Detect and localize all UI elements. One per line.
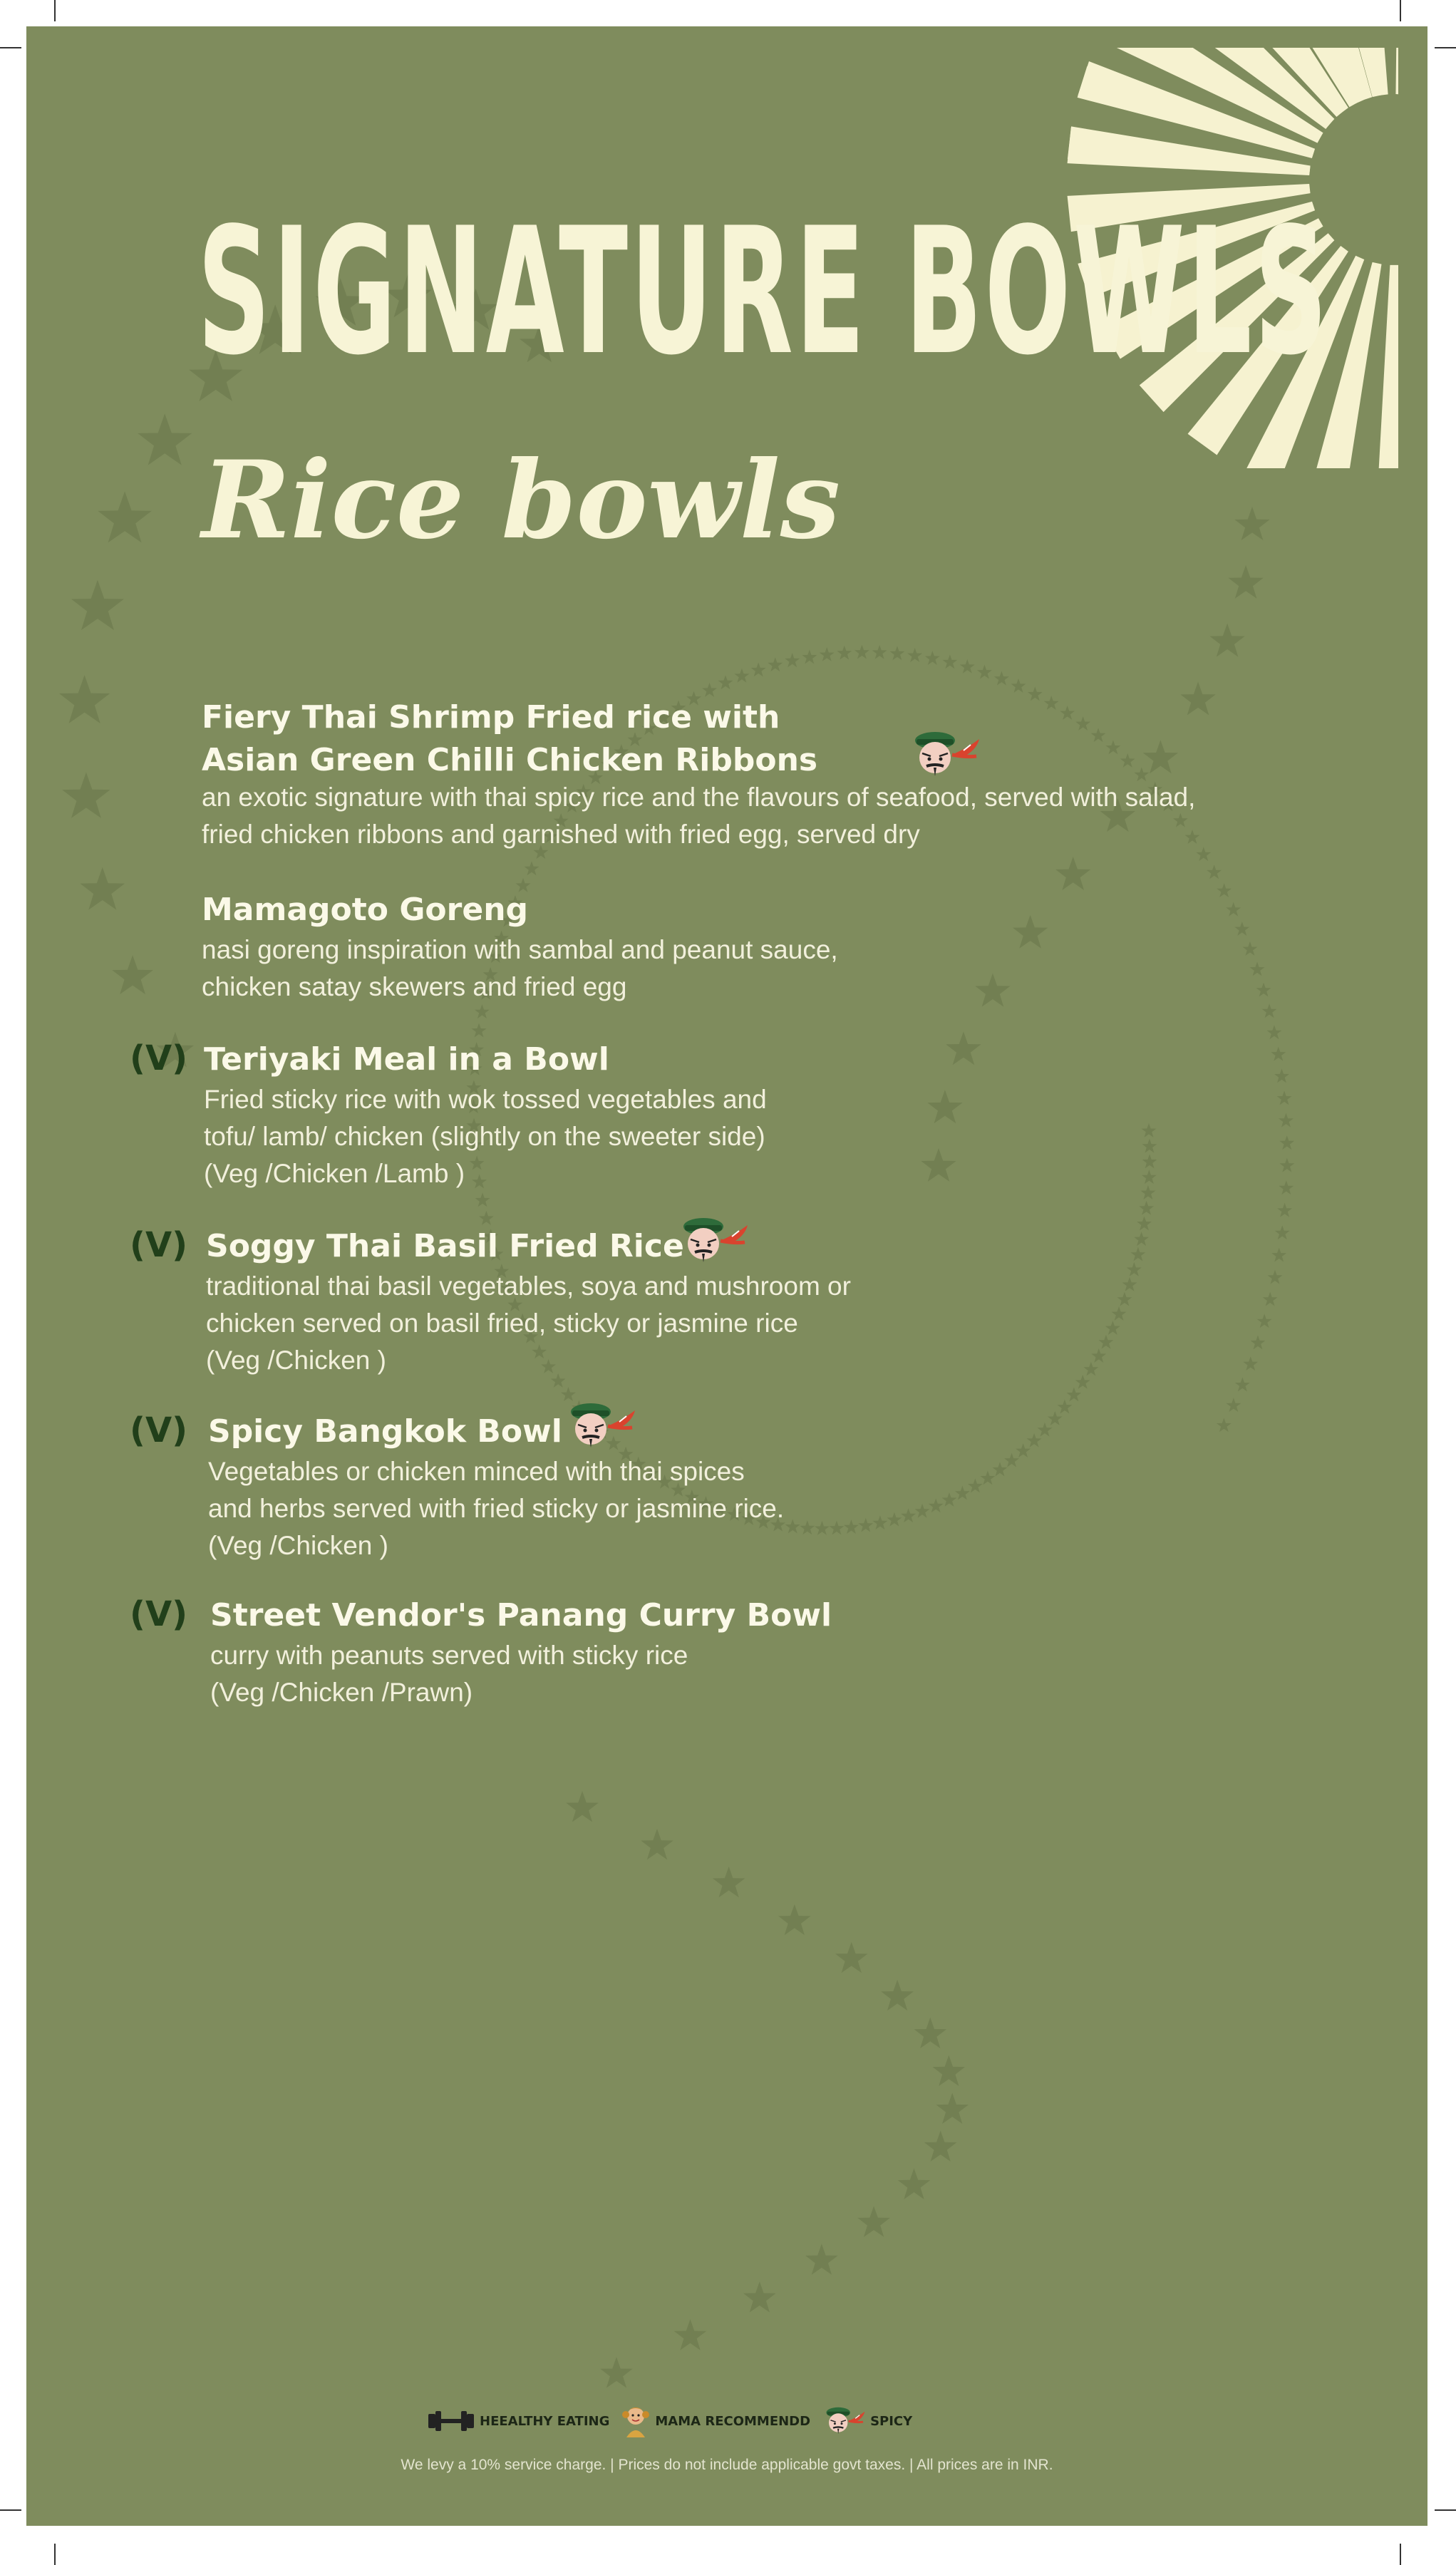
item-name: Mamagoto Goreng: [202, 892, 529, 928]
star-decoration: [915, 1504, 930, 1518]
star-decoration: [718, 675, 733, 689]
star-decoration: [1275, 1225, 1290, 1239]
star-decoration: [1057, 1400, 1072, 1414]
star-decoration: [1274, 1068, 1289, 1083]
star-decoration: [751, 662, 766, 676]
star-decoration: [968, 1478, 983, 1492]
star-decoration: [815, 1521, 830, 1535]
star-decoration: [1243, 1356, 1258, 1371]
star-decoration: [1004, 1453, 1019, 1467]
star-decoration: [1137, 1217, 1152, 1231]
spicy-chef-icon: [820, 2404, 867, 2438]
item-options: (Veg /Chicken /Lamb ): [204, 1159, 465, 1188]
star-decoration: [1279, 1158, 1294, 1172]
star-decoration: [1117, 1292, 1132, 1306]
item-name: Spicy Bangkok Bowl: [208, 1413, 562, 1450]
menu-item: [208, 1410, 784, 1564]
star-decoration: [1066, 1387, 1081, 1401]
star-decoration: [901, 1508, 916, 1522]
item-name: Street Vendor's Panang Curry Bowl: [210, 1597, 832, 1634]
star-decoration: [1142, 1123, 1157, 1137]
sunburst-ray: [1377, 265, 1413, 507]
star-decoration: [933, 2055, 966, 2086]
item-description: Vegetables or chicken minced with thai spices: [208, 1457, 745, 1486]
star-decoration: [525, 861, 539, 875]
star-decoration: [1083, 1362, 1098, 1376]
star-decoration: [1271, 1047, 1286, 1061]
item-description: fried chicken ribbons and garnished with fried egg, served dry: [202, 820, 920, 849]
star-decoration: [674, 2319, 707, 2350]
dumbbell-icon: [425, 2408, 477, 2434]
star-decoration: [1257, 1314, 1272, 1328]
star-decoration: [800, 1520, 815, 1534]
star-decoration: [855, 645, 869, 659]
star-decoration: [479, 1211, 494, 1225]
star-decoration: [1142, 1170, 1157, 1184]
legend-recommend-label: MAMA RECOMMENDD: [655, 2413, 811, 2429]
item-name: Asian Green Chilli Chicken Ribbons: [202, 742, 818, 778]
star-decoration: [1250, 962, 1265, 976]
star-decoration: [1091, 1348, 1106, 1363]
star-decoration: [59, 675, 110, 723]
star-decoration: [1271, 1248, 1286, 1262]
star-decoration: [1268, 1270, 1283, 1284]
item-name: Teriyaki Meal in a Bowl: [204, 1041, 609, 1078]
star-decoration: [887, 1512, 902, 1527]
item-name: Soggy Thai Basil Fried Rice: [206, 1228, 684, 1264]
star-decoration: [785, 1519, 800, 1534]
item-options: (Veg /Chicken ): [208, 1531, 388, 1560]
star-decoration: [820, 647, 835, 661]
star-decoration: [778, 1904, 811, 1935]
vegetarian-mark: (V): [130, 1225, 188, 1265]
star-decoration: [1279, 1180, 1294, 1194]
star-decoration: [929, 1498, 944, 1512]
star-decoration: [835, 1942, 868, 1973]
footer-note: We levy a 10% service charge. | Prices do not include applicable govt taxes. | All prices are in INR.: [401, 2457, 1053, 2473]
star-decoration: [98, 491, 152, 542]
star-decoration: [1207, 865, 1222, 879]
item-description: traditional thai basil vegetables, soya and mushroom or: [206, 1271, 851, 1301]
star-decoration: [881, 1980, 914, 2011]
star-decoration: [1209, 624, 1244, 657]
menu-item: [202, 696, 1195, 853]
legend: [425, 2403, 922, 2439]
mama-icon: [619, 2403, 652, 2439]
star-decoration: [1217, 883, 1232, 897]
spicy-chef-icon: [561, 1398, 639, 1457]
star-decoration: [942, 654, 957, 669]
star-decoration: [975, 974, 1010, 1007]
star-decoration: [960, 659, 975, 673]
item-description: chicken satay skewers and fried egg: [202, 972, 627, 1001]
star-decoration: [1075, 1375, 1090, 1389]
star-decoration: [858, 1518, 873, 1532]
star-decoration: [566, 1791, 599, 1822]
star-decoration: [1112, 1306, 1127, 1321]
item-description: chicken served on basil fried, sticky or jasmine rice: [206, 1309, 798, 1338]
vegetarian-mark: (V): [130, 1038, 188, 1078]
item-name: Fiery Thai Shrimp Fried rice with: [202, 699, 780, 736]
menu-item: [204, 1038, 767, 1192]
legend-spicy-label: SPICY: [870, 2413, 913, 2429]
star-decoration: [805, 2244, 838, 2274]
star-decoration: [62, 773, 110, 818]
star-decoration: [475, 1192, 490, 1207]
star-decoration: [1262, 1003, 1277, 1018]
star-decoration: [1228, 565, 1263, 599]
star-decoration: [914, 2018, 946, 2048]
section-title: Rice bowls: [202, 438, 841, 563]
star-decoration: [977, 665, 992, 679]
spicy-chef-icon: [673, 1212, 752, 1272]
star-decoration: [1234, 507, 1269, 540]
star-decoration: [1234, 922, 1249, 936]
star-decoration: [1279, 1135, 1294, 1150]
star-decoration: [955, 1486, 970, 1500]
star-decoration: [907, 648, 922, 662]
menu-item: [202, 889, 838, 1006]
star-decoration: [1122, 1277, 1137, 1291]
star-decoration: [993, 1462, 1008, 1476]
star-decoration: [946, 1031, 981, 1065]
star-decoration: [1127, 1262, 1142, 1276]
star-decoration: [80, 867, 125, 910]
legend-recommend: [619, 2403, 810, 2439]
sunburst-ray: [1395, 26, 1427, 95]
star-decoration: [830, 1521, 845, 1535]
star-decoration: [1027, 1433, 1042, 1447]
star-decoration: [925, 651, 940, 665]
star-decoration: [1142, 1154, 1157, 1168]
star-decoration: [641, 1829, 673, 1859]
star-decoration: [1235, 1377, 1250, 1391]
vegetarian-mark: (V): [130, 1594, 188, 1634]
item-description: an exotic signature with thai spicy rice and the flavours of seafood, served with salad,: [202, 783, 1196, 812]
legend-healthy: [425, 2408, 609, 2434]
star-decoration: [936, 2093, 969, 2124]
star-decoration: [872, 1515, 887, 1529]
vegetarian-mark: (V): [130, 1410, 188, 1450]
star-decoration: [1130, 1247, 1145, 1261]
star-decoration: [844, 1519, 859, 1534]
star-decoration: [1217, 1418, 1232, 1432]
star-decoration: [112, 955, 153, 994]
legend-spicy: [820, 2404, 912, 2438]
legend-healthy-label: HEEALTHY EATING: [480, 2413, 610, 2429]
star-decoration: [1139, 1201, 1154, 1215]
star-decoration: [1242, 941, 1257, 956]
star-decoration: [785, 653, 800, 667]
star-decoration: [1013, 915, 1048, 949]
star-decoration: [1134, 1232, 1149, 1246]
star-decoration: [1263, 1292, 1278, 1306]
star-decoration: [713, 1867, 745, 1897]
item-description: curry with peanuts served with sticky rice: [210, 1641, 688, 1670]
star-decoration: [1142, 1139, 1157, 1153]
star-decoration: [1196, 847, 1211, 861]
star-decoration: [600, 2357, 633, 2388]
item-options: (Veg /Chicken ): [206, 1346, 386, 1375]
star-decoration: [472, 1023, 487, 1038]
item-options: (Veg /Chicken /Prawn): [210, 1678, 473, 1707]
menu-item: [210, 1594, 832, 1711]
star-decoration: [1038, 1423, 1053, 1437]
star-decoration: [1251, 1335, 1266, 1349]
star-decoration: [1277, 1090, 1292, 1105]
star-decoration: [1011, 678, 1026, 693]
star-decoration: [1267, 1025, 1282, 1039]
star-decoration: [1226, 902, 1241, 917]
item-description: and herbs served with fried sticky or jasmine rice.: [208, 1494, 785, 1523]
menu-page: [26, 26, 1427, 2526]
star-decoration: [889, 646, 904, 660]
star-decoration: [1277, 1203, 1292, 1217]
star-decoration: [1105, 1321, 1120, 1335]
star-decoration: [138, 413, 192, 465]
star-decoration: [734, 669, 749, 683]
star-decoration: [768, 657, 783, 671]
spicy-chef-icon: [905, 726, 983, 786]
star-decoration: [1055, 857, 1090, 890]
star-decoration: [837, 646, 852, 660]
star-decoration: [1226, 1398, 1241, 1412]
star-decoration: [994, 671, 1009, 686]
star-decoration: [702, 683, 717, 697]
star-decoration: [743, 2281, 776, 2312]
star-decoration: [942, 1492, 957, 1507]
star-decoration: [980, 1470, 995, 1485]
star-decoration: [475, 1004, 490, 1018]
star-decoration: [802, 650, 817, 664]
star-decoration: [924, 2130, 957, 2161]
star-decoration: [857, 2206, 890, 2236]
item-description: nasi goreng inspiration with sambal and peanut sauce,: [202, 935, 838, 964]
star-decoration: [921, 1148, 956, 1182]
star-decoration: [71, 580, 124, 630]
item-description: Fried sticky rice with wok tossed vegetables and: [204, 1085, 767, 1114]
star-decoration: [1256, 983, 1271, 997]
star-decoration: [1016, 1443, 1031, 1457]
star-decoration: [1098, 1335, 1113, 1349]
star-decoration: [898, 2168, 931, 2199]
star-decoration: [1279, 1113, 1294, 1127]
page-title: SIGNATURE BOWLS: [197, 190, 1330, 393]
star-decoration: [872, 645, 887, 659]
star-decoration: [927, 1090, 962, 1123]
menu-item: [206, 1225, 851, 1379]
item-description: tofu/ lamb/ chicken (slightly on the sweeter side): [204, 1122, 765, 1151]
star-decoration: [1140, 1185, 1155, 1199]
